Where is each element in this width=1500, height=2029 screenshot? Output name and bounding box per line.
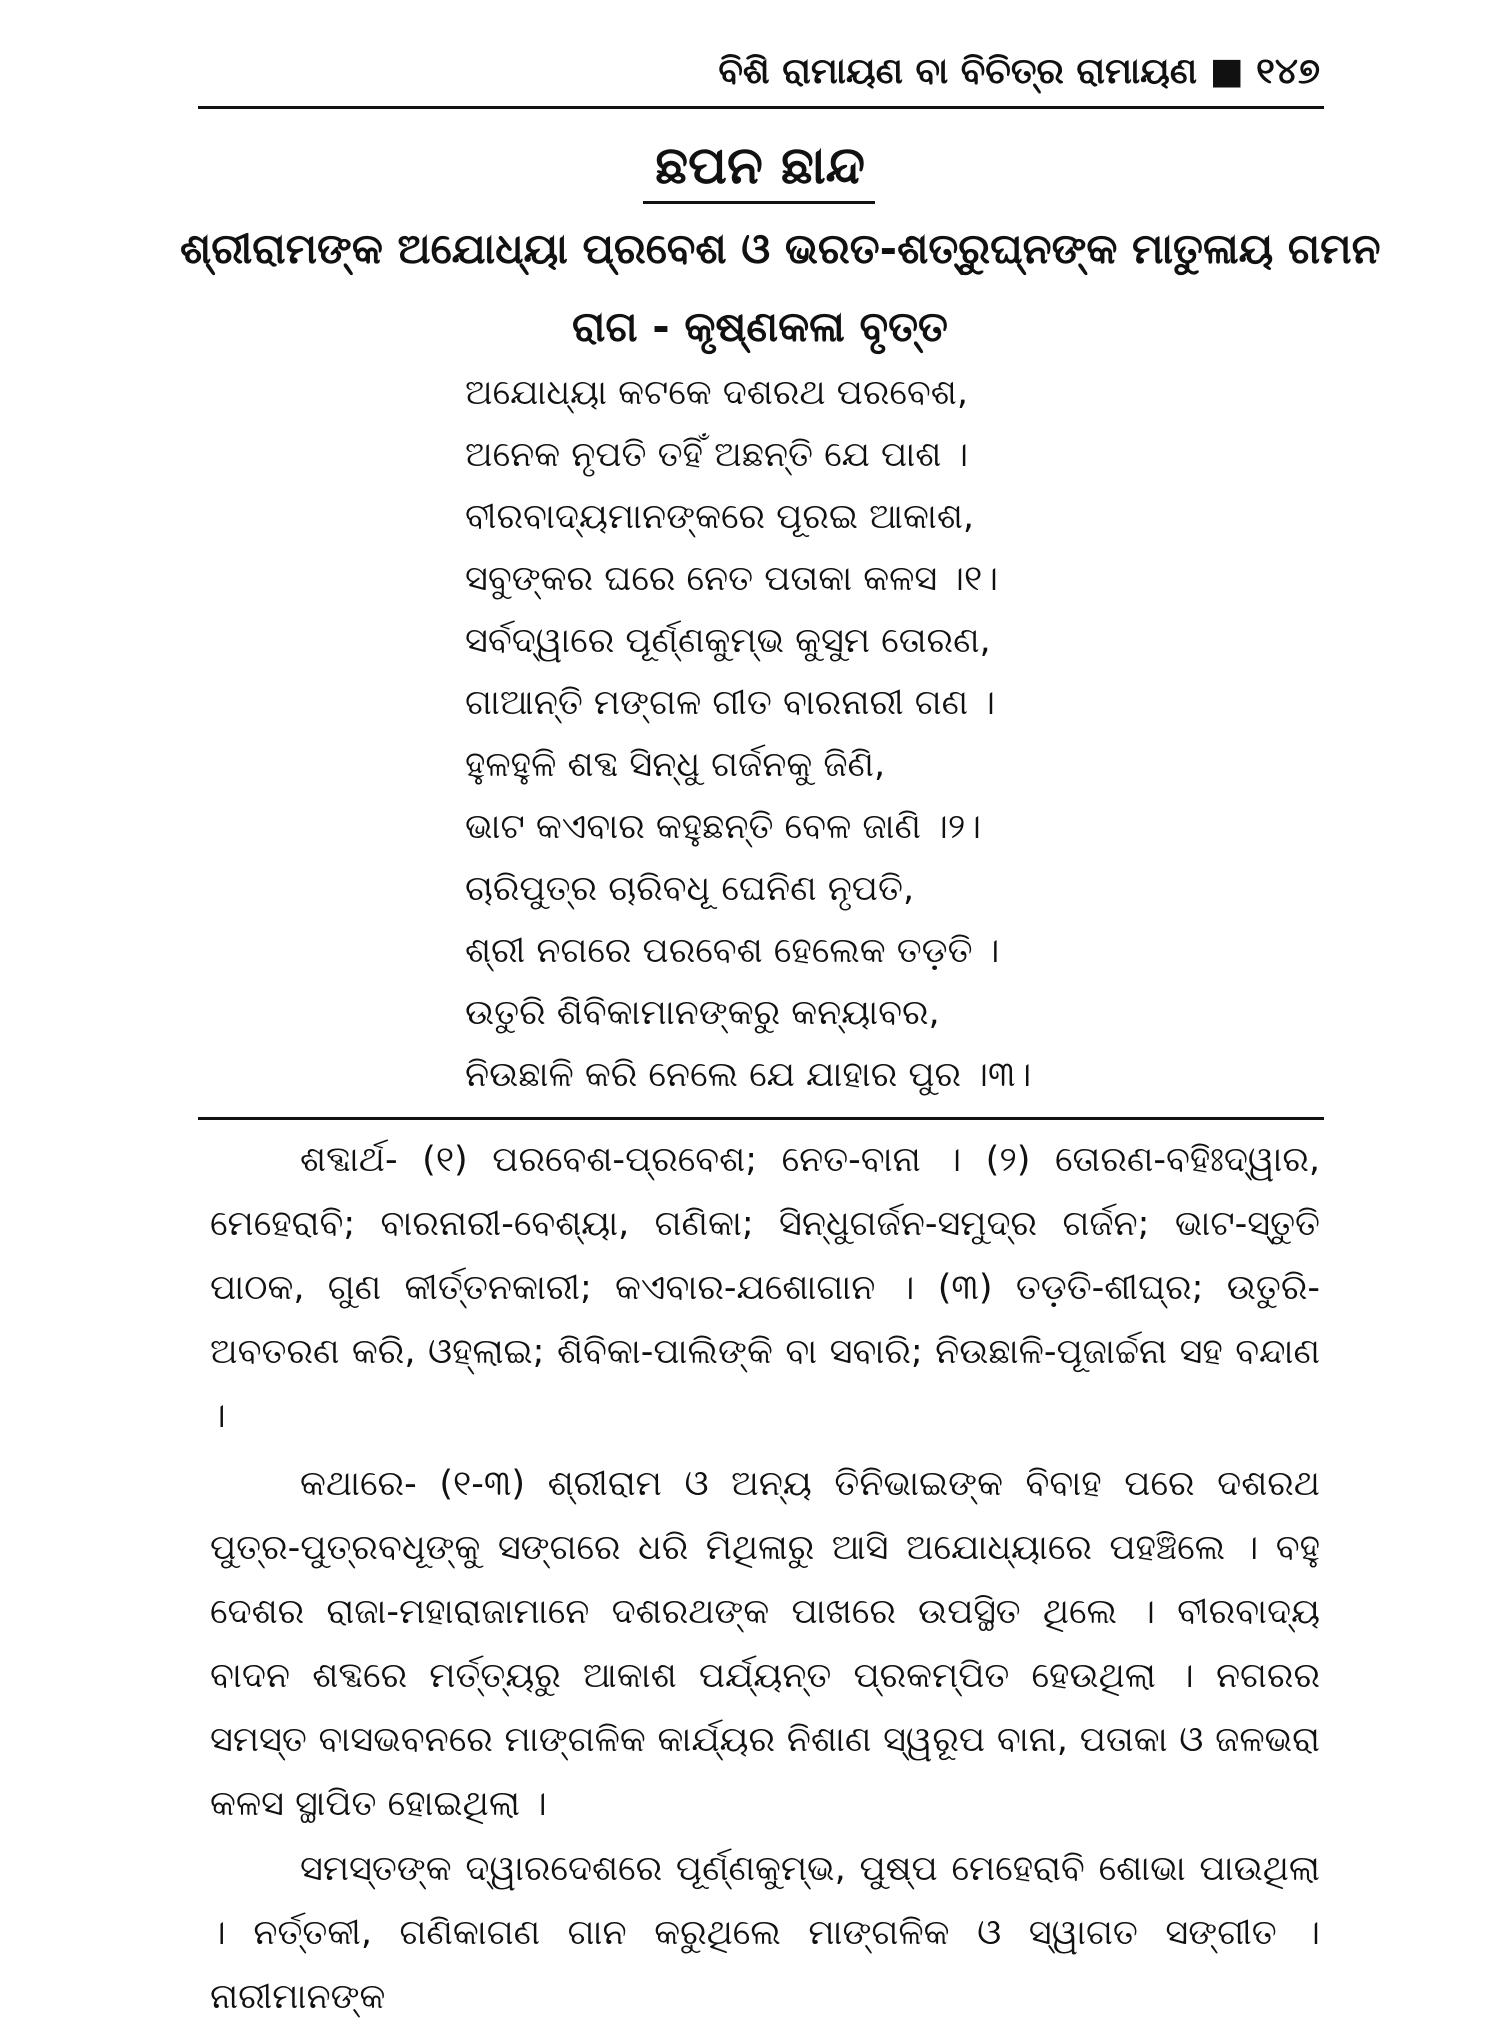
word-meanings-paragraph: ଶବ୍ଦାର୍ଥ- (୧) ପରବେଶ-ପ୍ରବେଶ; ନେତ-ବାନା । (୨) ତୋରଣ-ବହିଃଦ୍ୱାର, ମେହେରାବି; ବାରନାରୀ-ବେଶ୍ୟା, ଗଣିକା; ସିନ୍ଧୁଗର୍ଜନ-ସମୁଦ୍ର ଗର୍ଜନ; ଭାଟ-ସ୍ତୁତି ପାଠକ, ଗୁଣ କୀର୍ତ୍ତନକାରୀ; କଏବାର-ଯଶୋଗାନ । (୩) ତଡ଼ତି-ଶୀଘ୍ର; ଉତୁରି-ଅବତରଣ କରି, ଓହ୍ଲାଇ; ଶିବିକା-ପାଲିଙ୍କି ବା ସବାରି; ନିଉଛାଳି-ପୂଜାର୍ଚ୍ଚନା ସହ ବନ୍ଦାଣ । — [210, 1140, 1320, 1436]
verse-line: ବୀରବାଦ୍ୟମାନଙ୍କରେ ପୂରଇ ଆକାଶ, — [465, 497, 974, 537]
verse-line: ଶ୍ରୀ ନଗରେ ପରବେଶ ହେଲେକ ତଡ଼ତି । — [465, 931, 1000, 971]
header-rule — [198, 106, 1324, 109]
chapter-subtitle: ଶ୍ରୀରାମଙ୍କ ଅଯୋଧ୍ୟା ପ୍ରବେଶ ଓ ଭରତ-ଶତ୍ରୁଘ୍ନଙ୍କ ମାତୁଳାୟ ଗମନ — [180, 224, 1381, 273]
verse-line: ଗାଆନ୍ତି ମଙ୍ଗଳ ଗୀତ ବାରନାରୀ ଗଣ । — [465, 683, 995, 723]
explanation-paragraph-1: କଥାରେ- (୧-୩) ଶ୍ରୀରାମ ଓ ଅନ୍ୟ ତିନିଭାଇଙ୍କ ବିବାହ ପରେ ଦଶରଥ ପୁତ୍ର-ପୁତ୍ରବଧୂଙ୍କୁ ସଙ୍ଗରେ ଧରି ମିଥିଳାରୁ ଆସି ଅଯୋଧ୍ୟାରେ ପହଞ୍ଚିଲେ । ବହୁ ଦେଶର ରାଜା-ମହାରାଜାମାନେ ଦଶରଥଙ୍କ ପାଖରେ ଉପସ୍ଥିତ ଥିଲେ । ବୀରବାଦ୍ୟ ବାଦନ ଶବ୍ଦରେ ମର୍ତ୍ତ୍ୟରୁ ଆକାଶ ପର୍ଯ୍ୟନ୍ତ ପ୍ରକମ୍ପିତ ହେଉଥିଲା । ନଗରର ସମସ୍ତ ବାସଭବନରେ ମାଙ୍ଗଳିକ କାର୍ଯ୍ୟର ନିଶାଣ ସ୍ୱରୂପ ବାନା, ପତାକା ଓ ଜଳଭରା କଳସ ସ୍ଥାପିତ ହୋଇଥିଲା । — [210, 1464, 1320, 1824]
title-underline — [643, 201, 875, 204]
verse-line: ଅଯୋଧ୍ୟା କଟକେ ଦଶରଥ ପରବେଶ, — [465, 373, 968, 413]
explanation-paragraph-2: ସମସ୍ତଙ୍କ ଦ୍ୱାରଦେଶରେ ପୂର୍ଣ୍ଣକୁମ୍ଭ, ପୁଷ୍ପ ମେହେରାବି ଶୋଭା ପାଉଥିଲା । ନର୍ତ୍ତକୀ, ଗଣିକାଗଣ ଗାନ କରୁଥିଲେ ମାଙ୍ଗଳିକ ଓ ସ୍ୱାଗତ ସଙ୍ଗୀତ । ନାରୀମାନଙ୍କ — [210, 1849, 1320, 2017]
verse-block — [465, 362, 1285, 1106]
verse-line: ହୁଳହୁଳି ଶବ୍ଦ ସିନ୍ଧୁ ଗର୍ଜନକୁ ଜିଣି, — [465, 745, 886, 785]
verse-line: ଅନେକ ନୃପତି ତହିଁ ଅଛନ୍ତି ଯେ ପାଶ । — [465, 435, 969, 475]
verse-line: ଚାରିପୁତ୍ର ଚାରିବଧୂ ଘେନିଣ ନୃପତି, — [465, 869, 915, 909]
verse-line: ସବୁଙ୍କର ଘରେ ନେତ ପତାକା କଳସ ।୧। — [465, 559, 999, 599]
raga-line: ରାଗ - କୃଷ୍ଣକଳା ବୃତ୍ତ — [572, 302, 948, 351]
verse-line: ଉତୁରି ଶିବିକାମାନଙ୍କରୁ କନ୍ୟାବର, — [465, 993, 940, 1033]
running-header: ବିଶି ରାମାୟଣ ବା ବିଚିତ୍ର ରାମାୟଣ ■ ୧୪୭ — [718, 51, 1320, 92]
verse-line: ସର୍ବଦ୍ୱାରେ ପୂର୍ଣ୍ଣକୁମ୍ଭ କୁସୁମ ତୋରଣ, — [465, 621, 991, 661]
chapter-title: ଛପନ ଛାନ୍ଦ — [655, 136, 865, 196]
verse-line: ଭାଟ କଏବାର କହୁଛନ୍ତି ବେଳ ଜାଣି ।୨। — [465, 807, 982, 847]
section-divider — [198, 1117, 1324, 1120]
verse-line: ନିଉଛାଳି କରି ନେଲେ ଯେ ଯାହାର ପୁର ।୩। — [465, 1055, 1032, 1095]
